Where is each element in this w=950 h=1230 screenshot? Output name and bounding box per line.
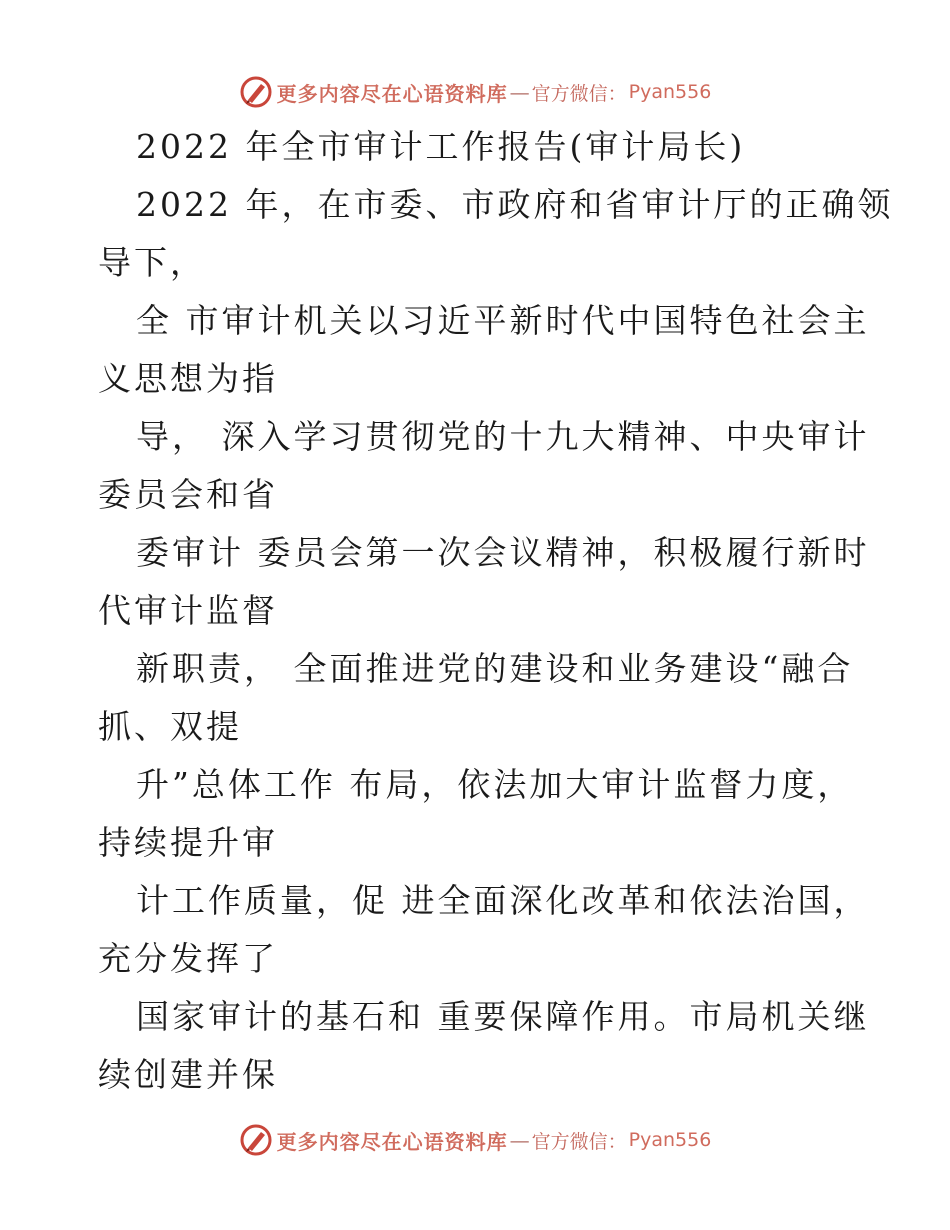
- body-line: 国家审计的基石和 重要保障作用。市局机关继: [136, 997, 870, 1036]
- body-line: 导， 深入学习贯彻党的十九大精神、中央审计: [136, 417, 870, 456]
- body-line: 委审计 委员会第一次会议精神，积极履行新时: [136, 533, 870, 572]
- header-watermark: [0, 70, 950, 114]
- footer-watermark: [0, 1118, 950, 1162]
- body-line: 代审计监督: [98, 591, 278, 630]
- watermark-separator: —: [509, 1128, 530, 1152]
- body-line: 计工作质量，促 进全面深化改革和依法治国，: [136, 881, 870, 920]
- body-line: 义思想为指: [98, 359, 278, 398]
- body-line: 委员会和省: [98, 475, 278, 514]
- watermark-wechat-id: Pyan556: [628, 1129, 712, 1151]
- body-line: 新职责， 全面推进党的建设和业务建设“融合: [136, 649, 854, 688]
- body-line: 续创建并保: [98, 1055, 278, 1094]
- watermark-wechat-id: Pyan556: [628, 81, 712, 103]
- body-line: 2022 年，在市委、市政府和省审计厅的正确领: [136, 185, 894, 224]
- watermark-wechat-label: 官方微信：: [531, 1130, 627, 1153]
- body-line: 充分发挥了: [98, 939, 278, 978]
- watermark-separator: —: [509, 80, 530, 104]
- body-line: 导下，: [98, 243, 206, 282]
- body-line: 全 市审计机关以习近平新时代中国特色社会主: [136, 301, 870, 340]
- watermark-text: 更多内容尽在心语资料库: [276, 1129, 508, 1154]
- document-body: [98, 118, 894, 1104]
- pen-logo-icon: [239, 75, 273, 109]
- body-line: 持续提升审: [98, 823, 278, 862]
- document-title: 2022 年全市审计工作报告(审计局长): [136, 127, 746, 166]
- body-line: 抓、双提: [98, 707, 242, 746]
- body-line: 升”总体工作 布局，依法加大审计监督力度，: [136, 765, 854, 804]
- pen-logo-icon: [239, 1123, 273, 1157]
- watermark-text: 更多内容尽在心语资料库: [276, 81, 508, 106]
- watermark-wechat-label: 官方微信：: [531, 82, 627, 105]
